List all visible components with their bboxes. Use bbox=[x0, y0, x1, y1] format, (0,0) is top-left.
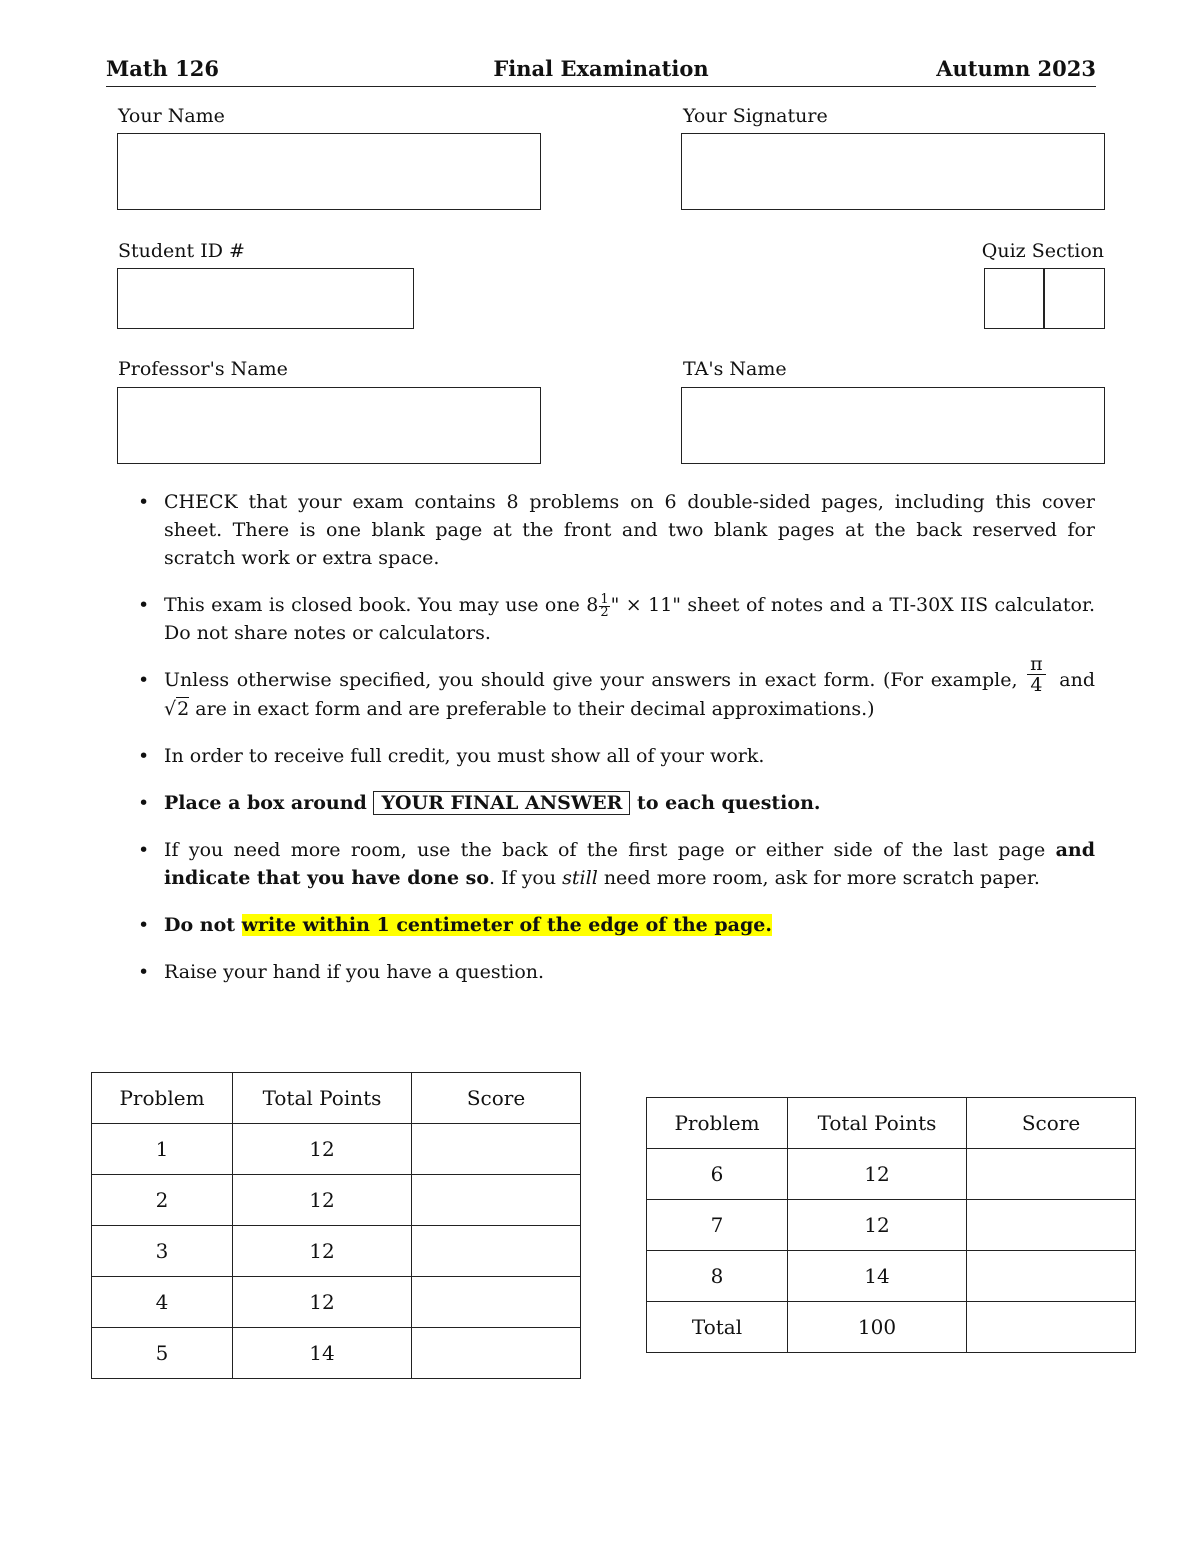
total-points: 100 bbox=[788, 1302, 967, 1353]
score-cell[interactable] bbox=[412, 1124, 581, 1175]
problem-number: 1 bbox=[92, 1124, 233, 1175]
problem-number: 2 bbox=[92, 1175, 233, 1226]
problem-number: 8 bbox=[647, 1251, 788, 1302]
fraction-one-half: $\frac{1}{2}$ bbox=[600, 591, 609, 620]
table-row bbox=[92, 1277, 581, 1328]
table-header-row bbox=[92, 1073, 581, 1124]
fraction-pi-over-4: $\frac{\pi}{4}$ bbox=[1027, 654, 1046, 695]
table-row bbox=[647, 1302, 1136, 1353]
problem-points: 12 bbox=[233, 1277, 412, 1328]
quiz-section-box-2[interactable] bbox=[1043, 268, 1105, 329]
quiz-section-label: Quiz Section bbox=[981, 240, 1104, 262]
problem-number: 7 bbox=[647, 1200, 788, 1251]
highlighted-text: write within 1 centimeter of the edge of the page. bbox=[241, 913, 772, 936]
course-name: Math 126 bbox=[106, 56, 219, 81]
instruction-item: • If you need more room, use the back of the first page or either side of the last page and indicate that you have done so. If you still need more room, ask for more scratch paper. bbox=[138, 836, 1095, 892]
score-cell[interactable] bbox=[412, 1226, 581, 1277]
student-id-box[interactable] bbox=[117, 268, 414, 329]
problem-points: 12 bbox=[233, 1124, 412, 1175]
table-row bbox=[647, 1149, 1136, 1200]
table-row bbox=[92, 1175, 581, 1226]
instruction-item: • CHECK that your exam contains 8 problems on 6 double-sided pages, including this cover sheet. There is one blank page at the front and two blank pages at the back reserved for scratch work or extra space. bbox=[138, 488, 1095, 572]
instruction-item: • Unless otherwise specified, you should give your answers in exact form. (For example, $\frac{\pi}{4}$ and √2 are in exact form and are preferable to their decimal approximations.) bbox=[138, 666, 1095, 723]
instruction-item: • In order to receive full credit, you must show all of your work. bbox=[138, 742, 1095, 770]
problem-points: 12 bbox=[233, 1175, 412, 1226]
header-score: Score bbox=[412, 1073, 581, 1124]
header-score: Score bbox=[967, 1098, 1136, 1149]
header-total-points: Total Points bbox=[233, 1073, 412, 1124]
score-cell[interactable] bbox=[412, 1175, 581, 1226]
header-problem: Problem bbox=[647, 1098, 788, 1149]
instructions-list bbox=[138, 488, 1095, 1005]
table-row bbox=[92, 1226, 581, 1277]
table-row bbox=[647, 1251, 1136, 1302]
problem-points: 12 bbox=[788, 1149, 967, 1200]
score-table-left bbox=[91, 1072, 581, 1379]
sqrt-two: √2 bbox=[164, 697, 190, 720]
score-cell[interactable] bbox=[967, 1251, 1136, 1302]
exam-header bbox=[106, 56, 1096, 87]
table-row bbox=[647, 1200, 1136, 1251]
exam-term: Autumn 2023 bbox=[936, 56, 1096, 81]
final-answer-box-example: YOUR FINAL ANSWER bbox=[373, 791, 630, 815]
score-cell[interactable] bbox=[967, 1200, 1136, 1251]
quiz-section-box-1[interactable] bbox=[984, 268, 1045, 329]
problem-points: 12 bbox=[788, 1200, 967, 1251]
table-header-row bbox=[647, 1098, 1136, 1149]
student-id-label: Student ID # bbox=[118, 240, 245, 262]
exam-title: Final Examination bbox=[493, 56, 709, 81]
instruction-item: • Place a box around YOUR FINAL ANSWER to each question. bbox=[138, 789, 1095, 817]
problem-number: 6 bbox=[647, 1149, 788, 1200]
total-label: Total bbox=[647, 1302, 788, 1353]
instruction-item: • This exam is closed book. You may use one 8 $\frac{1}{2}$ " × 11" sheet of notes and a TI-30X IIS calculator. Do not share notes or calculators. bbox=[138, 591, 1095, 647]
table-row bbox=[92, 1328, 581, 1379]
problem-number: 3 bbox=[92, 1226, 233, 1277]
name-box[interactable] bbox=[117, 133, 541, 210]
score-table-right bbox=[646, 1097, 1136, 1353]
professor-label: Professor's Name bbox=[118, 358, 288, 380]
problem-points: 14 bbox=[233, 1328, 412, 1379]
score-cell[interactable] bbox=[412, 1277, 581, 1328]
name-label: Your Name bbox=[118, 105, 225, 127]
instruction-item: • Do not write within 1 centimeter of the edge of the page. bbox=[138, 911, 1095, 939]
problem-points: 12 bbox=[233, 1226, 412, 1277]
problem-points: 14 bbox=[788, 1251, 967, 1302]
header-total-points: Total Points bbox=[788, 1098, 967, 1149]
total-score-cell[interactable] bbox=[967, 1302, 1136, 1353]
table-row bbox=[92, 1124, 581, 1175]
signature-box[interactable] bbox=[681, 133, 1105, 210]
instruction-item: • Raise your hand if you have a question. bbox=[138, 958, 1095, 986]
ta-label: TA's Name bbox=[683, 358, 787, 380]
score-cell[interactable] bbox=[967, 1149, 1136, 1200]
ta-box[interactable] bbox=[681, 387, 1105, 464]
header-problem: Problem bbox=[92, 1073, 233, 1124]
signature-label: Your Signature bbox=[683, 105, 828, 127]
problem-number: 4 bbox=[92, 1277, 233, 1328]
professor-box[interactable] bbox=[117, 387, 541, 464]
score-cell[interactable] bbox=[412, 1328, 581, 1379]
problem-number: 5 bbox=[92, 1328, 233, 1379]
